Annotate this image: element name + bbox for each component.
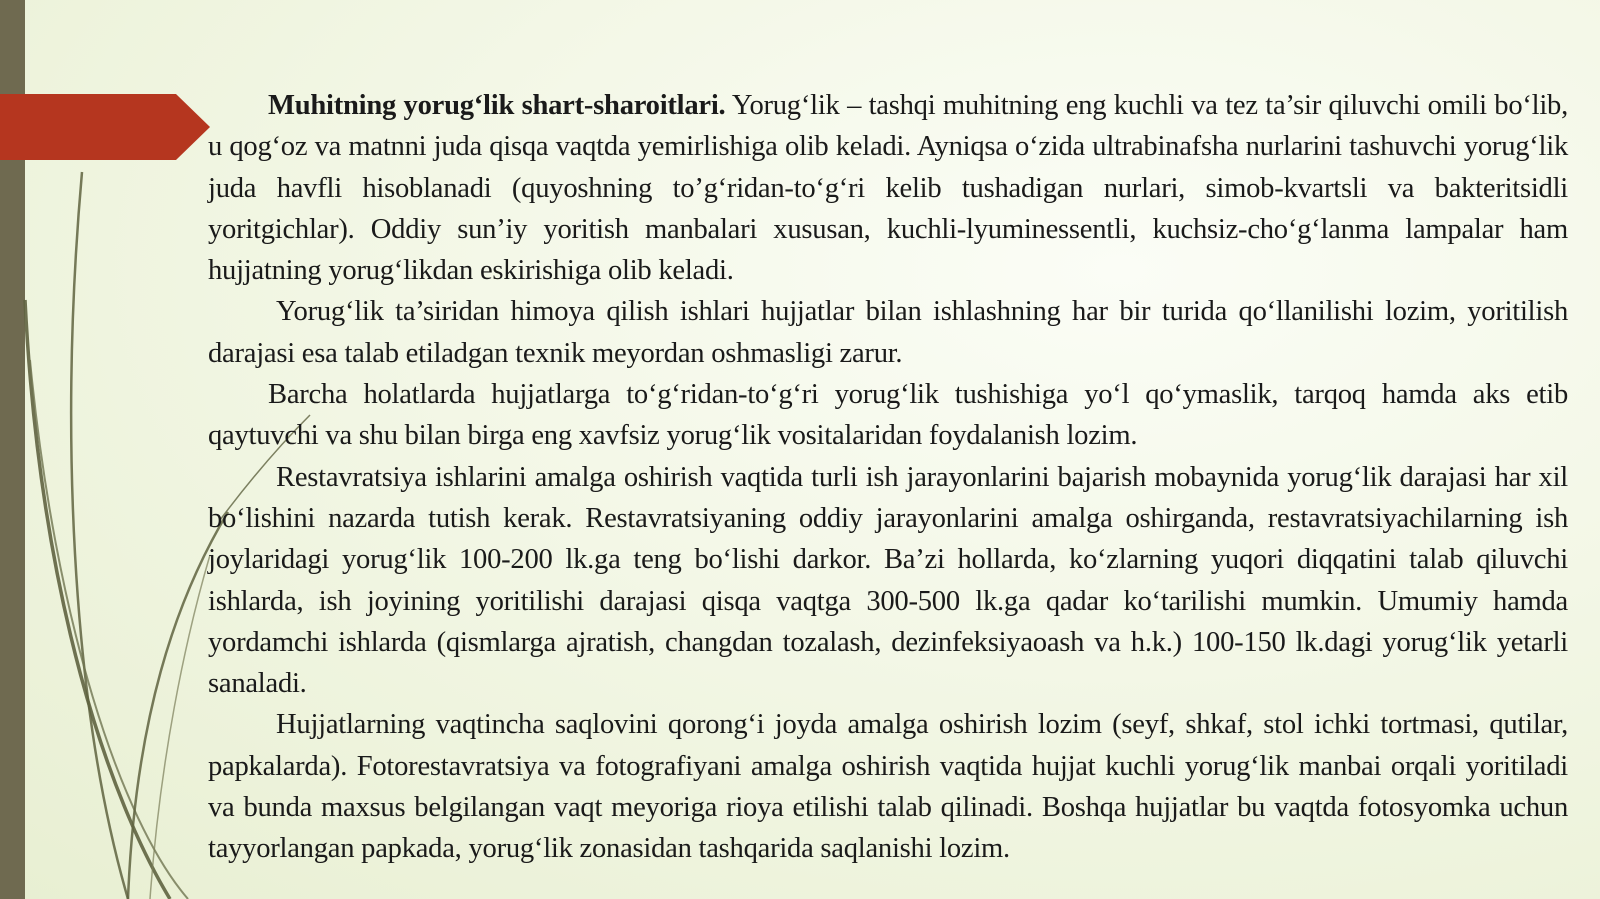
paragraph-1-text: Yorug‘lik – tashqi muhitning eng kuchli va tez ta’sir qiluvchi omili bo‘lib, u qog‘oz va matnni juda qisqa vaqtda yemirlishiga olib keladi. Ayniqsa o‘zida ultrabinafsha nurlarini tashuvchi yorug‘lik juda havfli hisoblanadi (quyoshning to’g‘ridan-to‘g‘ri kelib tushadigan nurlari, simob-kvartsli va bakteritsidli yoritgichlar). Oddiy sun’iy yoritish manbalari xususan, kuchli-lyuminessentli, kuchsiz-cho‘g‘lanma lampalar ham hujjatning yorug‘likdan eskirishiga olib keladi. (208, 90, 1568, 287)
paragraph-4: Restavratsiya ishlarini amalga oshirish vaqtida turli ish jarayonlarini bajarish mobaynida yorug‘lik darajasi har xil bo‘lishini nazarda tutish kerak. Restavratsiyaning oddiy jarayonlarini amalga oshirganda, restavratsiyachilarning ish joylaridagi yorug‘lik 100-200 lk.ga teng bo‘lishi darkor. Ba’zi hollarda, ko‘zlarning yuqori diqqatini talab qiluvchi ishlarda, ish joyining yoritilishi darajasi qisqa vaqtga 300-500 lk.ga qadar ko‘tarilishi mumkin. Umumiy hamda yordamchi ishlarda (qismlarga ajratish, changdan tozalash, dezinfeksiyaoash va h.k.) 100-150 lk.dagi yorug‘lik yetarli sanaladi. (208, 461, 1568, 700)
paragraph-3: Barcha holatlarda hujjatlarga to‘g‘ridan-to‘g‘ri yorug‘lik tushishiga yo‘l qo‘ymaslik, tarqoq hamda aks etib qaytuvchi va shu bilan birga eng xavfsiz yorug‘lik vositalaridan foydalanish lozim. (208, 379, 1568, 452)
document-body (208, 85, 1568, 870)
paragraph-5: Hujjatlarning vaqtincha saqlovini qorong‘i joyda amalga oshirish lozim (seyf, shkaf, stol ichki tortmasi, qutilar, papkalarda). Fotorestavratsiya va fotografiyani amalga oshirish vaqtida hujjat kuchli yorug‘lik manbai orqali yoritiladi va bunda maxsus belgilangan vaqt meyoriga rioya etilishi talab qilinadi. Boshqa hujjatlar bu vaqtda fotosyomka uchun tayyorlangan papkada, yorug‘lik zonasidan tashqarida saqlanishi lozim. (208, 709, 1568, 865)
red-arrow-tab (0, 94, 210, 160)
paragraph-2: Yorug‘lik ta’siridan himoya qilish ishlari hujjatlar bilan ishlashning har bir turida qo‘llanilishi lozim, yoritilish darajasi esa talab etiladgan texnik meyordan oshmasligi zarur. (208, 296, 1568, 369)
paragraph-1 (208, 85, 1568, 291)
paragraph-heading: Muhitning yorug‘lik shart-sharoitlari. (268, 90, 726, 121)
